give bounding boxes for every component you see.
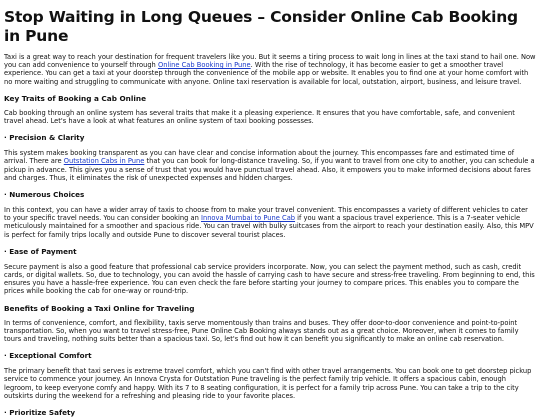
- outstation-cabs-link[interactable]: Outstation Cabs in Pune: [63, 157, 145, 166]
- ease-of-payment-paragraph: Secure payment is also a good feature that professional cab service providers incorporate. Now, you can select the payment method, such as cash, credit cards, or digital wallets. So, due to technology, you can avoid the hassle of carrying cash to have secure and stress-free traveling. From beginning to end, this ensures you have a hassle-free experience. You can even check the fare before starting your journey to compare prices. This enables you to compare the prices while booking the cab for one-way or round-trip.: [4, 262, 535, 296]
- ease-of-payment-heading: · Ease of Payment: [4, 246, 77, 256]
- exceptional-comfort-paragraph: The primary benefit that taxi serves is extreme travel comfort, which you can't find with other travel arrangements. You can book one to get doorstep pickup service to commence your journey. An Innova Crysta for Outstation Pune traveling is the perfect family trip vehicle. It offers a spacious cabin, enough legroom, to keep everyone comfy and happy. With its 7 to 8 seating configuration, it is perfect for a family trip across Pune. You can take a trip to the city outskirts during the weekend for a refreshing and pleasing ride to your favorite places.: [4, 367, 532, 400]
- numerous-choices-heading: · Numerous Choices: [4, 190, 85, 200]
- benefits-heading: Benefits of Booking a Taxi Online for Traveling: [4, 303, 195, 313]
- intro-text-2: . With the rise of technology, it has become easier to get a smoother travel experience. You can get a taxi at your doorstep through the convenience of the mobile app or website. It enables you to find one at your home comfort with no more waiting and struggling to communicate with anyone. Online taxi reservation is available for local, outstation, airport, business, and leisure travel.: [4, 61, 529, 86]
- page-title: Stop Waiting in Long Queues – Consider Online Cab Booking in Pune: [4, 8, 518, 45]
- online-cab-booking-link[interactable]: Online Cab Booking in Pune: [157, 61, 251, 70]
- benefits-paragraph: In terms of convenience, comfort, and flexibility, taxis serve momentously than trains and buses. They offer door-to-door convenience and point-to-point transportation. So, when you want to travel stress-free, Pune Online Cab Booking always stands out as a great choice. Moreover, when it comes to family tours and traveling, nothing suits better than a spacious taxi. So, let's find out how it can benefit you significantly to make an online cab reservation.: [4, 318, 519, 344]
- prioritize-safety-heading: · Prioritize Safety: [4, 408, 76, 417]
- intro-paragraph: [4, 53, 536, 86]
- precision-text-2: that you can book for long-distance traveling. So, if you want to travel from one city to another, you can schedule a pickup in advance. This gives you a sense of trust that you would have punctual travel ahead. Also, it empowers you to make informed decisions about fares and charges. Thus, it eliminates the risk of unexpected expenses and hidden charges.: [4, 157, 535, 182]
- precision-paragraph: [4, 149, 536, 182]
- key-traits-heading: Key Traits of Booking a Cab Online: [4, 93, 147, 103]
- key-traits-paragraph: Cab booking through an online system has several traits that make it a pleasing experience. It ensures that you have comfortable, safe, and convenient travel ahead. Let's have a look at what features an online system of taxi booking possesses.: [4, 108, 515, 126]
- precision-heading: · Precision & Clarity: [4, 133, 85, 143]
- innova-mumbai-pune-link[interactable]: Innova Mumbai to Pune Cab: [200, 214, 296, 223]
- exceptional-comfort-heading: · Exceptional Comfort: [4, 351, 92, 361]
- precision-text-1: This system makes booking transparent as you can have clear and concise information about the journey. This encompasses fare and estimated time of arrival. There are: [4, 149, 515, 166]
- numerous-choices-paragraph: [4, 206, 536, 239]
- numerous-text-1: In this context, you can have a wider array of taxis to choose from to make your travel convenient. This encompasses a variety of different vehicles to cater to your specific travel needs. You can consider booking an: [4, 206, 528, 223]
- numerous-text-2: if you want a spacious travel experience. This is a 7-seater vehicle meticulously maintained for a smoother and spacious ride. You can travel with bulky suitcases from the airport to reach your destination easily. Also, this MPV is perfect for family trips locally and outside Pune to discover several tourist places.: [4, 214, 534, 239]
- intro-text-1: Taxi is a great way to reach your destination for frequent travelers like you. But it seems a tiring process to wait long in lines at the taxi stand to hail one. Now you can add convenience to yourself through: [4, 53, 536, 70]
